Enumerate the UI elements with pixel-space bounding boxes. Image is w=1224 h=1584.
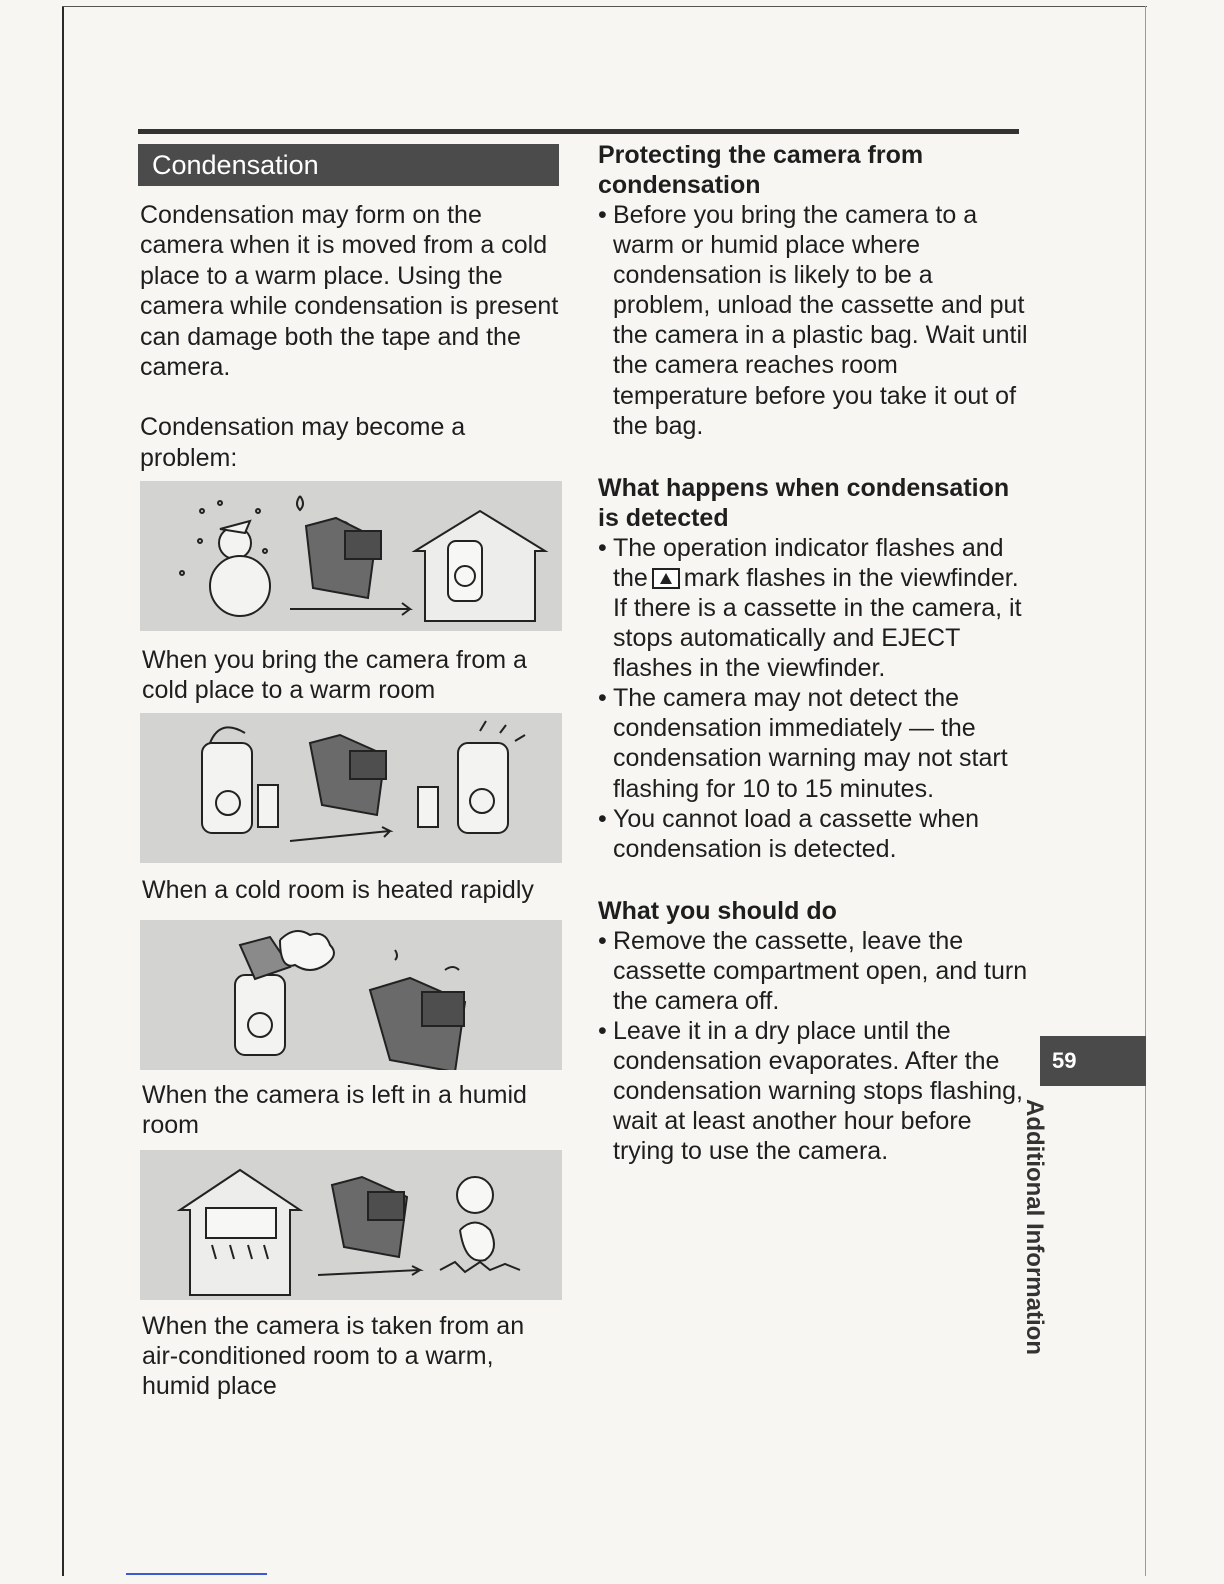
list-item: • You cannot load a cassette when condensation is detected.	[598, 804, 980, 863]
bullet-dot: •	[598, 533, 607, 562]
illustration-caption-3: When the camera is left in a humid room	[142, 1081, 527, 1139]
page-number: 59	[1040, 1036, 1146, 1086]
list-item: • Remove the cassette, leave the cassette compartment open, and turn the camera off.	[598, 926, 1028, 1015]
top-rule	[138, 129, 1019, 134]
left-column	[140, 200, 560, 473]
list-item: • Before you bring the camera to a warm or humid place where condensation is likely to be a problem, unload the cassette and put the camera in a plastic bag. Wait until the camera reaches room temperature before you take it out of the bag.	[598, 201, 1028, 440]
scan-edge-left	[62, 6, 64, 1576]
problem-lead: Condensation may become a problem:	[140, 413, 466, 472]
condensation-warning-icon	[652, 568, 680, 589]
cold-to-warm-illustration	[140, 481, 562, 631]
bullet-dot: •	[598, 1017, 607, 1046]
scan-edge-top	[62, 6, 1147, 7]
right-column	[598, 140, 1028, 1167]
bottom-underline	[126, 1573, 267, 1575]
bullet-dot: •	[598, 201, 607, 229]
intro-paragraph: Condensation may form on the camera when it is moved from a cold place to a warm place. Using the camera while condensation is present can damage both the tape and the camera.	[140, 201, 559, 382]
aircon-to-humid-illustration	[140, 1150, 562, 1300]
detected-heading: What happens when condensation is detected	[598, 473, 1010, 532]
should-do-heading: What you should do	[598, 896, 837, 925]
list-item: • The operation indicator flashes and the mark flashes in the viewfinder. If there is a cassette in the camera, it stops automatically and EJECT flashes in the viewfinder.	[598, 533, 1022, 683]
illustration-caption-1: When you bring the camera from a cold place to a warm room	[142, 646, 527, 704]
bullet-dot: •	[598, 804, 607, 833]
heated-room-illustration	[140, 713, 562, 863]
bullet-dot: •	[598, 684, 607, 713]
illustration-caption-2: When a cold room is heated rapidly	[142, 876, 534, 904]
illustration-caption-4: When the camera is taken from an air-conditioned room to a warm, humid place	[142, 1312, 525, 1400]
detected-list	[598, 533, 1028, 864]
scan-edge-right	[1145, 6, 1146, 1576]
list-item: • Leave it in a dry place until the condensation evaporates. After the condensation warning stops flashing, wait at least another hour before trying to use the camera.	[598, 1017, 1023, 1166]
list-item: • The camera may not detect the condensation immediately — the condensation warning may not start flashing for 10 to 15 minutes.	[598, 684, 1008, 803]
protecting-heading: Protecting the camera from condensation	[598, 141, 924, 199]
protecting-list	[598, 200, 1028, 441]
bullet-dot: •	[598, 926, 607, 955]
chapter-side-label: Additional Information	[1021, 1099, 1048, 1355]
section-title: Condensation	[138, 144, 559, 186]
humid-room-illustration	[140, 920, 562, 1070]
should-do-list	[598, 926, 1028, 1167]
